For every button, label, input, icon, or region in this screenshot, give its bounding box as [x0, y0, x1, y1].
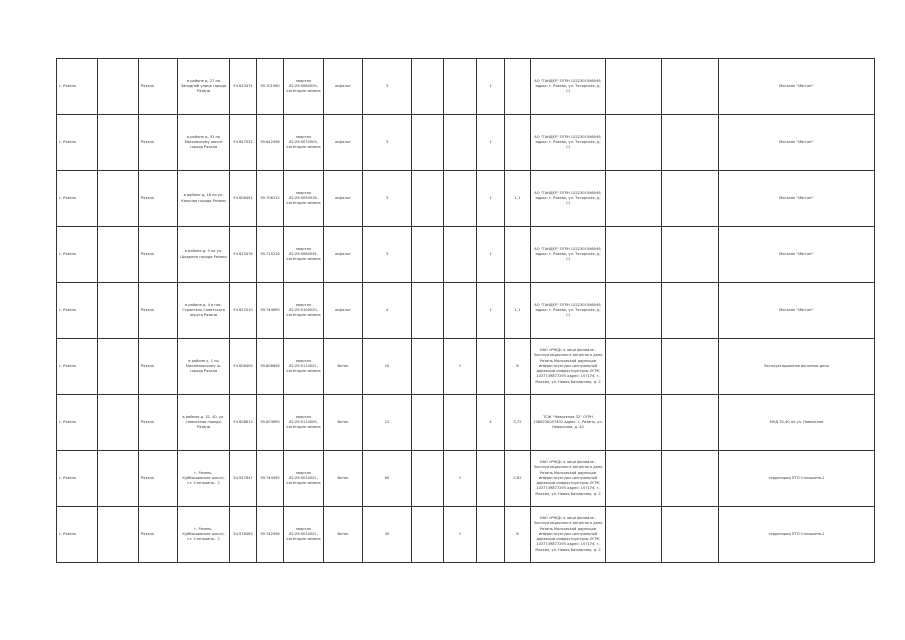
cell-longitude: 39.744095	[257, 451, 284, 507]
cell-cadastral: квартал 62:29:0070003, категория земель	[284, 115, 324, 171]
cell-cadastral: квартал 62:29:0080029, категория земель	[284, 59, 324, 115]
cell-empty	[662, 339, 719, 395]
cell-count-b: 1	[477, 283, 505, 339]
cell-empty	[98, 339, 139, 395]
cell-empty	[606, 283, 662, 339]
cell-count-a	[444, 227, 477, 283]
cell-empty	[98, 451, 139, 507]
cell-containers: 3	[363, 227, 412, 283]
table-row	[57, 395, 875, 451]
registry-table	[56, 58, 875, 563]
cell-containers: 60	[363, 451, 412, 507]
table-row	[57, 339, 875, 395]
cell-city: г. Рязань	[57, 339, 98, 395]
cell-longitude: 39.808856	[257, 339, 284, 395]
cell-empty	[606, 507, 662, 563]
cell-cadastral: квартал 62:29:0010001, категория земель	[284, 507, 324, 563]
cell-locality: Рязань	[139, 395, 178, 451]
cell-empty	[412, 451, 444, 507]
cell-location: в районе д. 32, 40, ул. Новоселов города Рязани	[178, 395, 230, 451]
cell-count-a	[444, 283, 477, 339]
cell-surface: бетон	[324, 507, 363, 563]
cell-empty	[606, 115, 662, 171]
cell-containers: 4	[363, 283, 412, 339]
cell-longitude: 39.701960	[257, 59, 284, 115]
cell-locality: Рязань	[139, 59, 178, 115]
table-row	[57, 115, 875, 171]
cell-count-b	[477, 507, 505, 563]
cell-count-a: 1	[444, 507, 477, 563]
cell-city: г. Рязань	[57, 451, 98, 507]
cell-latitude: 54.633474	[230, 59, 257, 115]
cell-containers: 3	[363, 115, 412, 171]
table-row	[57, 283, 875, 339]
cell-empty	[606, 339, 662, 395]
cell-count-b: 1	[477, 227, 505, 283]
cell-empty	[98, 395, 139, 451]
cell-empty	[662, 171, 719, 227]
cell-surface: асфальт	[324, 59, 363, 115]
cell-empty	[412, 283, 444, 339]
cell-containers: 12	[363, 395, 412, 451]
cell-city: г. Рязань	[57, 227, 98, 283]
cell-latitude: 54.608813	[230, 395, 257, 451]
cell-empty	[412, 395, 444, 451]
cell-source: территория ПТО Стенькино-2	[719, 451, 875, 507]
table-row	[57, 507, 875, 563]
cell-city: г. Рязань	[57, 171, 98, 227]
cell-count-a: 1	[444, 451, 477, 507]
cell-empty	[662, 115, 719, 171]
cell-empty	[606, 59, 662, 115]
cell-city: г. Рязань	[57, 395, 98, 451]
cell-count-a: 1	[444, 339, 477, 395]
cell-cadastral: квартал 62:29:0110005, категория земель	[284, 395, 324, 451]
cell-locality: Рязань	[139, 171, 178, 227]
cell-longitude: 39.803690	[257, 395, 284, 451]
cell-source: Магазин "Магнит"	[719, 171, 875, 227]
cell-source: Магазин "Магнит"	[719, 283, 875, 339]
cell-empty	[662, 395, 719, 451]
cell-owner: АО "ТАНДЕР" ОГРН 1022301598549, адрес: г. Рязань, ул. Татарская, д. 11	[531, 227, 606, 283]
cell-locality: Рязань	[139, 283, 178, 339]
table-row	[57, 227, 875, 283]
cell-locality: Рязань	[139, 507, 178, 563]
cell-empty	[412, 171, 444, 227]
cell-owner: ОАО «РЖД» в лице филиала - Эксплуатационного вагонного депо Рязань Московской дирекции инфраструктуры центральной дирекции инфраструктуры ОГРН 1037739877295 адрес: 107174, г. Москва, ул. Новая Басманная, д. 2	[531, 451, 606, 507]
cell-empty	[606, 227, 662, 283]
cell-source: Эксплуатационное вагонное депо	[719, 339, 875, 395]
cell-cadastral: квартал 62:29:0110001, категория земель	[284, 339, 324, 395]
cell-latitude: 54.547847	[230, 451, 257, 507]
table-row	[57, 59, 875, 115]
cell-owner: ОАО «РЖД» в лице филиала - Эксплуатационного вагонного депо Рязань Московской дирекции инфраструктуры центральной дирекции инфраструктуры ОГРН 1037739877295 адрес: 107174, г. Москва, ул. Новая Басманная, д. 2	[531, 339, 606, 395]
cell-source: МКД 32,40 по ул. Новоселов	[719, 395, 875, 451]
cell-owner: АО "ТАНДЕР" ОГРН 1022301598549, адрес: г. Рязань, ул. Татарская, д. 11	[531, 115, 606, 171]
cell-empty	[662, 283, 719, 339]
cell-volume: 2,62	[505, 451, 531, 507]
cell-location: г. Рязань, Куйбышевское шоссе, ст. Стенькино - 2	[178, 507, 230, 563]
cell-containers: 3	[363, 59, 412, 115]
cell-count-a	[444, 171, 477, 227]
cell-latitude: 54.608491	[230, 171, 257, 227]
cell-surface: бетон	[324, 451, 363, 507]
cell-surface: асфальт	[324, 115, 363, 171]
cell-locality: Рязань	[139, 339, 178, 395]
cell-owner: АО "ТАНДЕР" ОГРН 1022301598549, адрес: г. Рязань, ул. Татарская, д. 11	[531, 59, 606, 115]
cell-city: г. Рязань	[57, 507, 98, 563]
cell-count-a	[444, 395, 477, 451]
cell-surface: асфальт	[324, 283, 363, 339]
cell-city: г. Рязань	[57, 115, 98, 171]
cell-empty	[662, 59, 719, 115]
cell-empty	[98, 227, 139, 283]
cell-cadastral: квартал 62:29:0080045, категория земель	[284, 227, 324, 283]
cell-empty	[662, 507, 719, 563]
cell-empty	[662, 451, 719, 507]
cell-empty	[412, 507, 444, 563]
cell-latitude: 54.647032	[230, 115, 257, 171]
cell-longitude: 39.642998	[257, 115, 284, 171]
cell-containers: 3	[363, 171, 412, 227]
cell-empty	[662, 227, 719, 283]
cell-empty	[412, 59, 444, 115]
cell-owner: ОАО «РЖД» в лице филиала - Эксплуатационного вагонного депо Рязань Московской дирекции инфраструктуры центральной дирекции инфраструктуры ОГРН 1037739877295 адрес: 107174, г. Москва, ул. Новая Басманная, д. 2	[531, 507, 606, 563]
cell-count-b	[477, 451, 505, 507]
cell-empty	[606, 451, 662, 507]
cell-count-a	[444, 59, 477, 115]
cell-owner: АО "ТАНДЕР" ОГРН 1022301598549, адрес: г. Рязань, ул. Татарская, д. 11	[531, 283, 606, 339]
cell-location: в районе д. 27 по Западной улице города Рязани	[178, 59, 230, 115]
cell-empty	[98, 171, 139, 227]
cell-source: территория ПТО Стенькино-2	[719, 507, 875, 563]
cell-cadastral: квартал 62:29:0100020, категория земель	[284, 283, 324, 339]
cell-volume	[505, 227, 531, 283]
cell-empty	[412, 339, 444, 395]
cell-empty	[606, 395, 662, 451]
cell-longitude: 39.744690	[257, 283, 284, 339]
cell-containers: 30	[363, 507, 412, 563]
cell-count-b: 1	[477, 115, 505, 171]
cell-count-a	[444, 115, 477, 171]
cell-locality: Рязань	[139, 227, 178, 283]
cell-cadastral: квартал 62:29:0090018, категория земель	[284, 171, 324, 227]
cell-volume	[505, 59, 531, 115]
cell-source: Магазин "Магнит"	[719, 59, 875, 115]
cell-latitude: 54.578463	[230, 507, 257, 563]
cell-location: в районе д. 31 по Московскому шоссе города Рязани	[178, 115, 230, 171]
cell-latitude: 54.625478	[230, 227, 257, 283]
cell-surface: асфальт	[324, 171, 363, 227]
cell-longitude: 39.706122	[257, 171, 284, 227]
cell-volume	[505, 115, 531, 171]
cell-empty	[412, 115, 444, 171]
cell-volume: 1,1	[505, 171, 531, 227]
cell-source: Магазин "Магнит"	[719, 115, 875, 171]
cell-count-b	[477, 339, 505, 395]
cell-locality: Рязань	[139, 451, 178, 507]
cell-volume: 8	[505, 507, 531, 563]
cell-longitude: 39.715216	[257, 227, 284, 283]
cell-surface: бетон	[324, 339, 363, 395]
cell-empty	[98, 115, 139, 171]
cell-empty	[606, 171, 662, 227]
table-row	[57, 171, 875, 227]
cell-containers: 10	[363, 339, 412, 395]
cell-latitude: 54.608405	[230, 339, 257, 395]
table-row	[57, 451, 875, 507]
cell-locality: Рязань	[139, 115, 178, 171]
cell-city: г. Рязань	[57, 59, 98, 115]
cell-empty	[98, 507, 139, 563]
cell-location: в районе у. 1 по Михайловскому ш. города Рязани	[178, 339, 230, 395]
cell-location: г. Рязань, Куйбышевское шоссе, ст. Стенькино - 2	[178, 451, 230, 507]
cell-count-b: 1	[477, 171, 505, 227]
cell-longitude: 39.742996	[257, 507, 284, 563]
cell-latitude: 54.622510	[230, 283, 257, 339]
cell-empty	[98, 59, 139, 115]
cell-owner: ТСЖ "Новоселов 32" ОГРН 1066230057402 адрес: г. Рязань, ул. Новоселов, д. 40	[531, 395, 606, 451]
cell-owner: АО "ТАНДЕР" ОГРН 1022301598549, адрес: г. Рязань, ул. Татарская, д. 11	[531, 171, 606, 227]
registry-body	[57, 59, 875, 563]
cell-volume: 1,1	[505, 283, 531, 339]
cell-count-b: 4	[477, 395, 505, 451]
cell-location: в районе д. 5 по ул. Щедрина города Рязани	[178, 227, 230, 283]
cell-location: в районе д. 18 по ул. Кальная города Рязани	[178, 171, 230, 227]
cell-count-b: 1	[477, 59, 505, 115]
cell-location: в районе д. 4 в пос. Строитель Советского округа Рязани	[178, 283, 230, 339]
cell-volume: 8	[505, 339, 531, 395]
cell-empty	[412, 227, 444, 283]
cell-empty	[98, 283, 139, 339]
cell-surface: бетон	[324, 395, 363, 451]
cell-surface: асфальт	[324, 227, 363, 283]
cell-volume: 0,72	[505, 395, 531, 451]
cell-source: Магазин "Магнит"	[719, 227, 875, 283]
cell-cadastral: квартал 62:29:0010001, категория земель	[284, 451, 324, 507]
cell-city: г. Рязань	[57, 283, 98, 339]
